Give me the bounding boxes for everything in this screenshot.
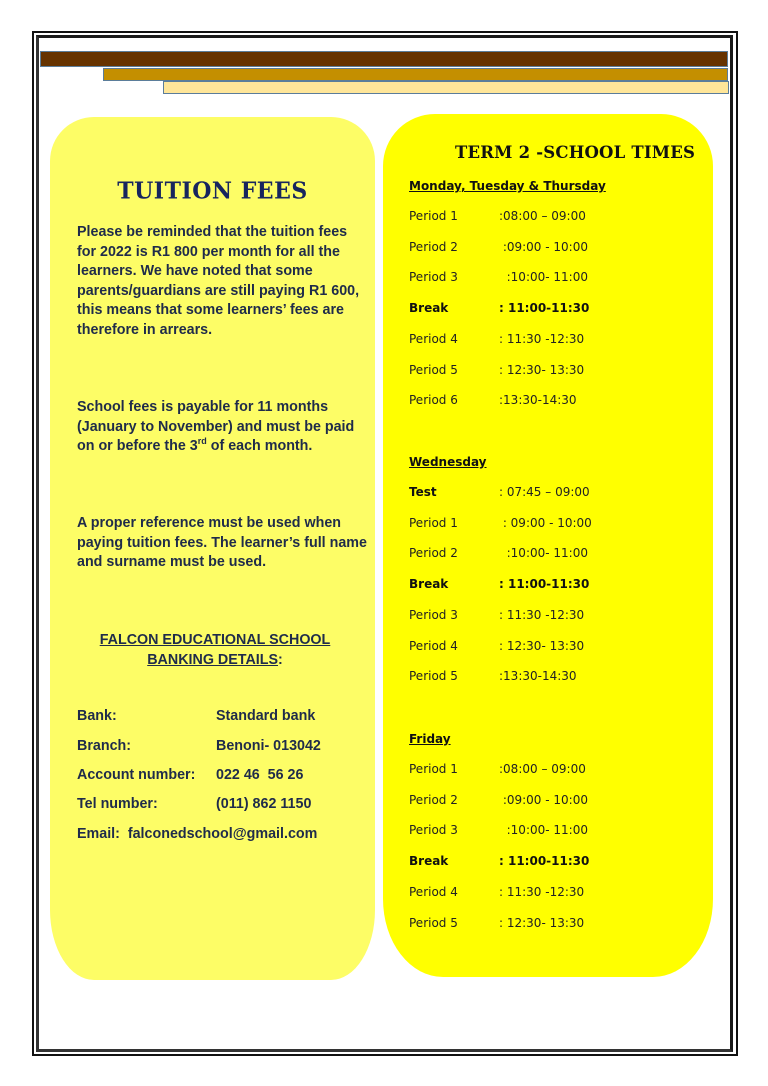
schedule-row [409, 885, 699, 903]
heading-mon-tue-thu: Monday, Tuesday & Thursday [409, 179, 606, 193]
period-label: Test [409, 485, 437, 499]
period-label: Period 1 [409, 515, 458, 530]
heading-friday: Friday [409, 732, 451, 746]
banking-heading-line2: BANKING DETAILS [147, 651, 279, 668]
period-time: :08:00 – 09:00 [499, 762, 586, 776]
tel-row [77, 796, 367, 816]
bank-value: Standard bank [216, 708, 316, 724]
period-time: : 12:30- 13:30 [499, 362, 585, 377]
period-time: : 07:45 – 09:00 [499, 485, 590, 499]
schedule-row [409, 301, 699, 319]
branch-label: Branch: [77, 738, 132, 754]
schedule-row [409, 762, 699, 780]
schedule-row [409, 270, 699, 288]
schedule-row [409, 240, 699, 258]
period-label: Break [409, 854, 449, 869]
schedule-row [409, 393, 699, 411]
period-time: :10:00- 11:00 [499, 546, 588, 561]
header-bar-brown [40, 51, 728, 67]
payable-text-after: of each month. [206, 438, 313, 455]
period-label: Period 2 [409, 546, 458, 561]
period-time: : 11:30 -12:30 [499, 884, 585, 899]
period-label: Break [409, 301, 449, 316]
period-label: Period 1 [409, 209, 458, 223]
period-label: Period 5 [409, 915, 458, 930]
period-label: Period 2 [409, 792, 458, 807]
period-label: Period 3 [409, 823, 458, 838]
period-label: Period 5 [409, 669, 458, 684]
period-time: :10:00- 11:00 [499, 270, 588, 285]
period-label: Period 4 [409, 884, 458, 899]
banking-heading-colon: : [278, 651, 283, 668]
period-label: Period 3 [409, 270, 458, 285]
period-label: Period 6 [409, 393, 458, 408]
schedule-row [409, 209, 699, 227]
period-time: :08:00 – 09:00 [499, 209, 586, 223]
schedule-row [409, 854, 699, 872]
schedule-row [409, 332, 699, 350]
schedule-row [409, 639, 699, 657]
period-time: :13:30-14:30 [499, 393, 577, 408]
schedule-row [409, 608, 699, 626]
period-label: Period 1 [409, 762, 458, 776]
ordinal-suffix: rd [197, 436, 207, 447]
schedule-row [409, 363, 699, 381]
banking-details-heading [60, 631, 370, 670]
school-times-title: TERM 2 -SCHOOL TIMES [455, 143, 696, 162]
period-time: : 12:30- 13:30 [499, 915, 585, 930]
period-label: Period 4 [409, 331, 458, 346]
tuition-fees-title: TUITION FEES [117, 177, 308, 205]
bank-row [77, 708, 367, 728]
period-time: :09:00 - 10:00 [499, 239, 588, 254]
period-label: Period 4 [409, 638, 458, 653]
tuition-paragraph-fees: Please be reminded that the tuition fees for 2022 is R1 800 per month for all the learners. We have noted that some parents/guardians are still paying R1 600, this means that some learners’ fees are therefore in arrears. [77, 224, 360, 338]
tel-value: (011) 862 1150 [216, 796, 312, 812]
schedule-row [409, 669, 699, 687]
period-time: : 09:00 - 10:00 [499, 515, 592, 530]
email-row: Email: falconedschool@gmail.com [77, 826, 318, 842]
period-label: Break [409, 577, 449, 592]
schedule-row [409, 546, 699, 564]
heading-wednesday: Wednesday [409, 455, 487, 469]
schedule-row [409, 577, 699, 595]
tuition-paragraph-reference: A proper reference must be used when paying tuition fees. The learner’s full name and surname must be used. [77, 515, 367, 571]
period-time: : 11:00-11:30 [499, 301, 590, 316]
period-label: Period 5 [409, 362, 458, 377]
period-time: : 11:00-11:30 [499, 577, 590, 592]
tuition-paragraph-payable [77, 398, 367, 457]
period-time: : 12:30- 13:30 [499, 638, 585, 653]
schedule-row [409, 516, 699, 534]
bank-label: Bank: [77, 708, 117, 724]
schedule-row [409, 916, 699, 934]
period-time: : 11:30 -12:30 [499, 331, 585, 346]
period-time: : 11:30 -12:30 [499, 607, 585, 622]
header-bar-gold [103, 68, 728, 81]
header-bar-cream [163, 81, 729, 94]
branch-row [77, 738, 367, 758]
period-time: : 11:00-11:30 [499, 854, 590, 869]
payable-text-before: School fees is payable for 11 months (January to November) and must be paid on or before the 3 [77, 399, 355, 455]
period-label: Period 3 [409, 607, 458, 622]
schedule-row [409, 485, 699, 503]
period-time: :13:30-14:30 [499, 669, 577, 684]
banking-heading-line1: FALCON EDUCATIONAL SCHOOL [99, 632, 331, 648]
account-row [77, 767, 367, 787]
branch-value: Benoni- 013042 [216, 738, 321, 754]
period-label: Period 2 [409, 239, 458, 254]
account-value: 022 46 56 26 [216, 767, 304, 783]
schedule-row [409, 793, 699, 811]
account-label: Account number: [77, 767, 196, 783]
schedule-row [409, 823, 699, 841]
period-time: :10:00- 11:00 [499, 823, 588, 838]
tel-label: Tel number: [77, 796, 158, 812]
period-time: :09:00 - 10:00 [499, 792, 588, 807]
